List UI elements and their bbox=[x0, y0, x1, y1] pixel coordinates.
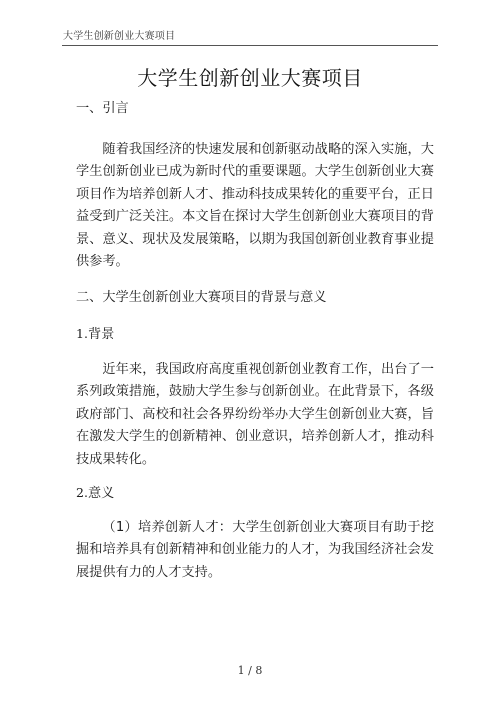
paragraph-background: 近年来，我国政府高度重视创新创业教育工作，出台了一系列政策措施，鼓励大学生参与创新创业。在此背景下，各级政府部门、高校和社会各界纷纷举办大学生创新创业大赛，旨在激发大学生的创新精神、创业意识，培养创新人才，推动科技成果转化。 bbox=[76, 362, 434, 467]
paragraph-significance-talent: （1）培养创新人才：大学生创新创业大赛项目有助于挖掘和培养具有创新精神和创业能力的人才，为我国经济社会发展提供有力的人才支持。 bbox=[76, 520, 434, 580]
subheading-label: 背景 bbox=[87, 327, 115, 342]
subheading-significance bbox=[76, 482, 434, 505]
subheading-label: 意义 bbox=[87, 486, 115, 501]
subheading-background bbox=[76, 323, 434, 346]
subheading-number: 1. bbox=[76, 326, 88, 341]
section-heading-introduction: 一、引言 bbox=[76, 101, 129, 116]
header-divider bbox=[62, 45, 438, 46]
running-header: 大学生创新创业大赛项目 bbox=[63, 31, 176, 42]
subheading-number: 2. bbox=[76, 485, 88, 500]
document-title: 大学生创新创业大赛项目 bbox=[137, 66, 363, 90]
page-number: 1 / 8 bbox=[237, 664, 263, 677]
section-heading-background-significance: 二、大学生创新创业大赛项目的背景与意义 bbox=[76, 290, 327, 305]
paragraph-introduction: 随着我国经济的快速发展和创新驱动战略的深入实施，大学生创新创业已成为新时代的重要课题。大学生创新创业大赛项目作为培养创新人才、推动科技成果转化的重要平台，正日益受到广泛关注。本文旨在探讨大学生创新创业大赛项目的背景、意义、现状及发展策略，以期为我国创新创业教育事业提供参考。 bbox=[76, 142, 434, 270]
